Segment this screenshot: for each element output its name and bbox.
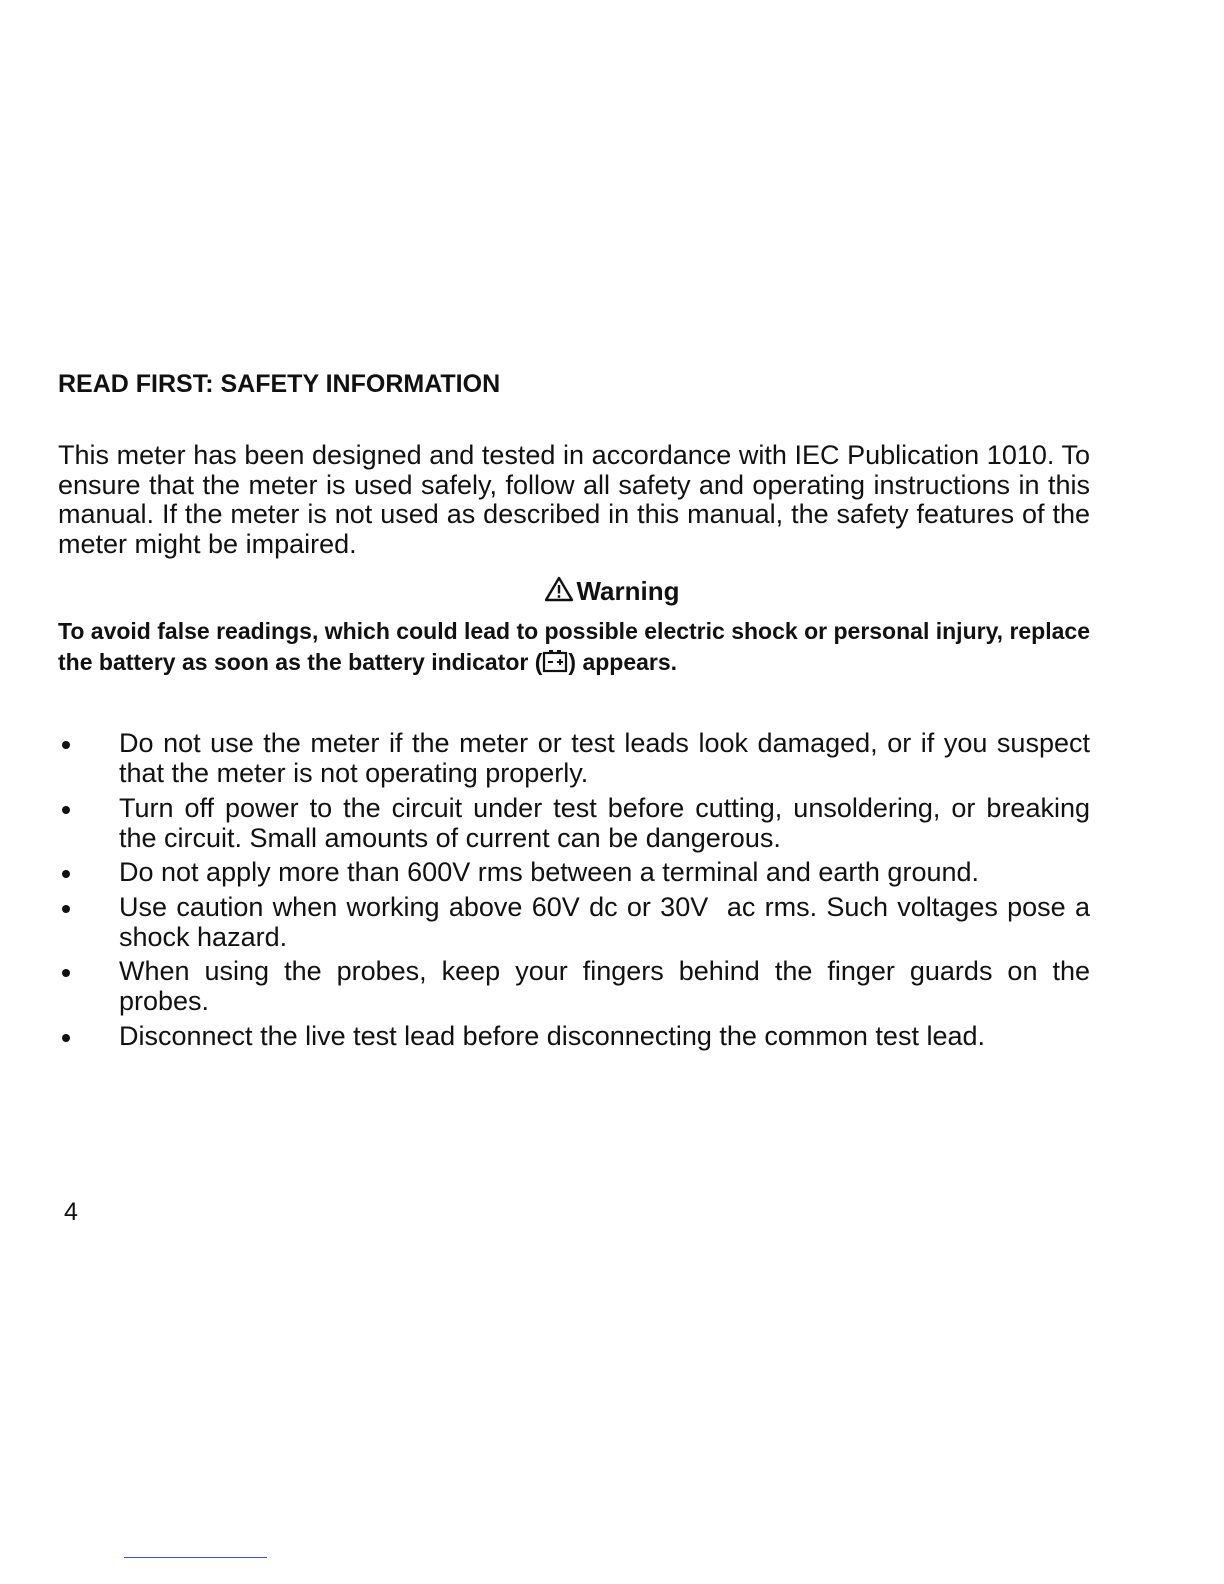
safety-bullet-list <box>58 728 1098 1055</box>
warning-text-part1: To avoid false readings, which could lead to possible electric shock or personal injury, replace the battery as soon as the battery indicator ( <box>58 618 1090 675</box>
list-item-text: Turn off power to the circuit under test before cutting, unsoldering, or breaking the circuit. Small amounts of current can be dangerous. <box>119 792 1090 853</box>
bullet-icon <box>62 870 70 878</box>
warning-title <box>0 576 1224 609</box>
bullet-icon <box>62 741 70 749</box>
footer-divider <box>124 1557 267 1558</box>
list-item-text: Do not use the meter if the meter or test leads look damaged, or if you suspect that the meter is not operating properly. <box>119 728 1090 788</box>
list-item <box>58 956 1090 1016</box>
list-item-text: When using the probes, keep your fingers behind the finger guards on the probes. <box>119 956 1090 1016</box>
list-item <box>58 793 1090 853</box>
list-item <box>58 891 1098 952</box>
list-item <box>58 1021 1090 1051</box>
section-heading: READ FIRST: SAFETY INFORMATION <box>58 370 501 398</box>
warning-text <box>58 616 1090 681</box>
warning-text-part2: ) appears. <box>568 649 678 675</box>
list-item-text: Disconnect the live test lead before disconnecting the common test lead. <box>119 1020 985 1051</box>
intro-paragraph: This meter has been designed and tested in accordance with IEC Publication 1010. To ensure that the meter is used safely, follow all safety and operating instructions in this manual. If the meter is not used as described in this manual, the safety features of the meter might be impaired. <box>58 440 1090 559</box>
bullet-icon <box>62 969 70 977</box>
bullet-icon <box>62 1034 70 1042</box>
page-number: 4 <box>64 1198 78 1226</box>
list-item-text: Do not apply more than 600V rms between a terminal and earth ground. <box>119 857 980 887</box>
bullet-icon <box>62 905 70 913</box>
list-item <box>58 728 1090 788</box>
bullet-icon <box>62 806 70 814</box>
battery-indicator-icon <box>542 649 568 681</box>
warning-triangle-icon <box>544 576 574 609</box>
warning-title-text: Warning <box>576 576 680 606</box>
list-item-text: Use caution when working above 60V dc or 30V ac rms. Such voltages pose a shock hazard. <box>119 891 1098 952</box>
list-item <box>58 857 1090 887</box>
